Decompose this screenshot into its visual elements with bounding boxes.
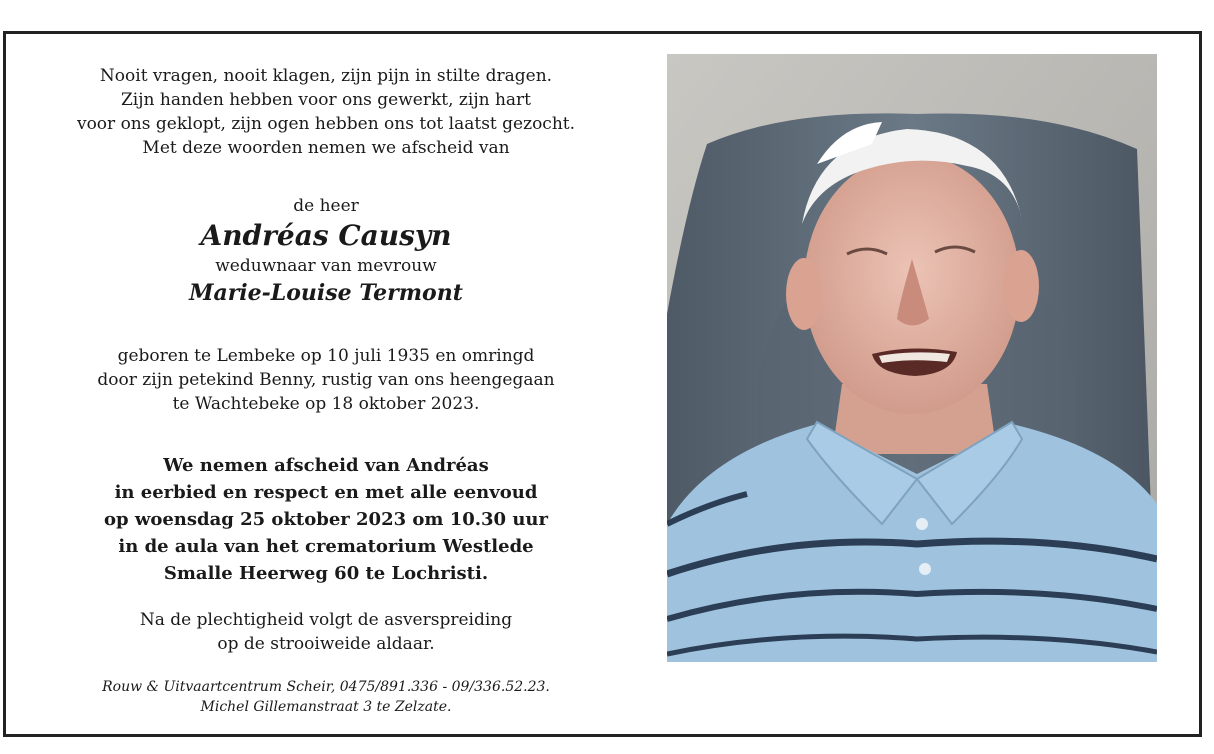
ceremony-details xyxy=(16,452,636,587)
born-line: door zijn petekind Benny, rustig van ons heengegaan xyxy=(97,370,555,390)
ceremony-line: in de aula van het crematorium Westlede xyxy=(118,536,534,557)
poem-line: Nooit vragen, nooit klagen, zijn pijn in stilte dragen. xyxy=(99,66,553,86)
after-line: op de strooiweide aldaar. xyxy=(217,634,435,654)
ceremony-line: Smalle Heerweg 60 te Lochristi. xyxy=(163,563,489,584)
ceremony-line: op woensdag 25 oktober 2023 om 10.30 uur xyxy=(103,509,548,530)
poem-line: Met deze woorden nemen we afscheid van xyxy=(142,138,510,158)
poem-line: voor ons geklopt, zijn ogen hebben ons tot laatst gezocht. xyxy=(76,114,576,134)
funeral-home-line: Rouw & Uitvaartcentrum Scheir, 0475/891.336 - 09/336.52.23. xyxy=(102,679,550,695)
honorific: de heer xyxy=(293,196,359,216)
text-column xyxy=(16,34,636,734)
portrait-illustration xyxy=(667,54,1157,662)
ceremony-line: in eerbied en respect en met alle eenvoud xyxy=(114,482,538,503)
after-line: Na de plechtigheid volgt de asverspreiding xyxy=(139,610,513,630)
after-ceremony xyxy=(16,608,636,656)
deceased-name: Andréas Causyn xyxy=(200,219,452,252)
ceremony-line: We nemen afscheid van Andréas xyxy=(163,455,489,476)
born-line: geboren te Lembeke op 10 juli 1935 en omringd xyxy=(117,346,535,366)
poem-line: Zijn handen hebben voor ons gewerkt, zijn hart xyxy=(121,90,531,110)
poem xyxy=(16,64,636,160)
spouse-name: Marie-Louise Termont xyxy=(189,280,463,306)
portrait-photo xyxy=(667,54,1157,662)
funeral-home xyxy=(16,677,636,717)
born-line: te Wachtebeke op 18 oktober 2023. xyxy=(172,394,480,414)
funeral-home-address: Michel Gillemanstraat 3 te Zelzate. xyxy=(200,699,452,715)
name-block xyxy=(16,194,636,308)
widower-line: weduwnaar van mevrouw xyxy=(215,256,437,276)
birth-death-text xyxy=(16,344,636,416)
